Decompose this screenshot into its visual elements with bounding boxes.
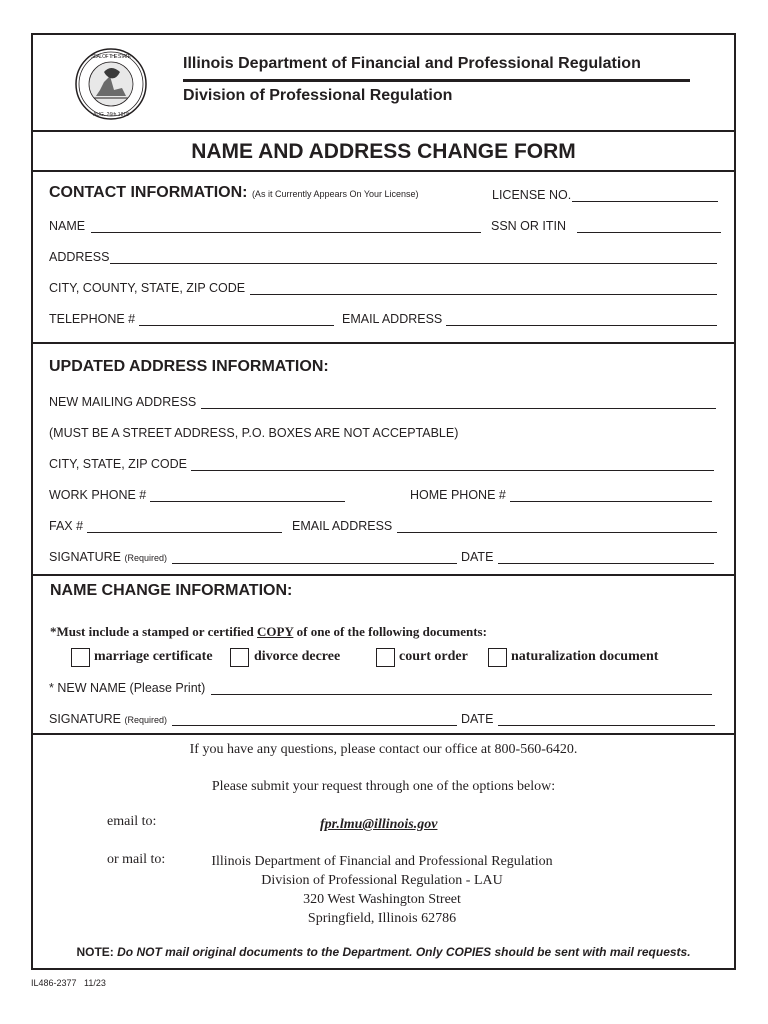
name-date-label: DATE bbox=[461, 712, 494, 726]
marriage-checkbox[interactable] bbox=[71, 648, 90, 667]
updated-signature-label bbox=[49, 550, 167, 564]
city-county-field[interactable] bbox=[250, 294, 717, 295]
name-date-field[interactable] bbox=[498, 725, 715, 726]
fax-label: FAX # bbox=[49, 519, 84, 533]
svg-text:AUG. 26th 1818: AUG. 26th 1818 bbox=[93, 112, 129, 118]
divorce-label: divorce decree bbox=[254, 649, 341, 664]
license-field[interactable] bbox=[572, 201, 718, 202]
name-change-instruction bbox=[50, 624, 487, 640]
updated-signature-field[interactable] bbox=[172, 563, 457, 564]
telephone-label: TELEPHONE # bbox=[49, 312, 136, 326]
updated-date-field[interactable] bbox=[498, 563, 714, 564]
naturalization-checkbox[interactable] bbox=[488, 648, 507, 667]
required-note: (Required) bbox=[124, 715, 168, 725]
submit-text: Please submit your request through one of the options below: bbox=[211, 779, 556, 794]
name-signature-label bbox=[49, 712, 167, 726]
contact-heading bbox=[49, 184, 419, 202]
name-change-heading: NAME CHANGE INFORMATION: bbox=[50, 582, 293, 599]
note-text: Do NOT mail original documents to the Department. Only COPIES should be sent with mail requests. bbox=[117, 945, 691, 959]
court-order-label: court order bbox=[399, 649, 468, 664]
department-title: Illinois Department of Financial and Professional Regulation bbox=[183, 55, 641, 72]
signature-text: SIGNATURE bbox=[49, 712, 121, 726]
svg-text:SEAL OF THE STATE: SEAL OF THE STATE bbox=[91, 54, 131, 60]
mailing-note: (MUST BE A STREET ADDRESS, P.O. BOXES ARE NOT ACCEPTABLE) bbox=[49, 426, 459, 440]
address-line: Illinois Department of Financial and Professional Regulation bbox=[211, 854, 553, 869]
instruction-pre: *Must include a stamped or certified bbox=[50, 624, 258, 639]
name-label: NAME bbox=[49, 219, 86, 233]
form-title: NAME AND ADDRESS CHANGE FORM bbox=[191, 140, 576, 163]
address-line: 320 West Washington Street bbox=[303, 892, 461, 907]
name-signature-field[interactable] bbox=[172, 725, 457, 726]
division-title: Division of Professional Regulation bbox=[183, 87, 453, 104]
updated-city-field[interactable] bbox=[191, 470, 714, 471]
mail-to-label: or mail to: bbox=[107, 852, 166, 867]
updated-email-label: EMAIL ADDRESS bbox=[292, 519, 393, 533]
instruction-post: of one of the following documents: bbox=[293, 624, 487, 639]
mailing-label: NEW MAILING ADDRESS bbox=[49, 395, 197, 409]
court-order-checkbox[interactable] bbox=[376, 648, 395, 667]
telephone-field[interactable] bbox=[139, 325, 334, 326]
naturalization-label: naturalization document bbox=[511, 649, 659, 664]
marriage-label: marriage certificate bbox=[94, 649, 213, 664]
work-phone-label: WORK PHONE # bbox=[49, 488, 147, 502]
home-phone-field[interactable] bbox=[510, 501, 712, 502]
name-field[interactable] bbox=[91, 232, 481, 233]
email-label: EMAIL ADDRESS bbox=[342, 312, 443, 326]
address-line: Division of Professional Regulation - LAU bbox=[261, 873, 503, 888]
divider bbox=[31, 733, 736, 735]
license-label: LICENSE NO. bbox=[492, 188, 572, 202]
signature-text: SIGNATURE bbox=[49, 550, 121, 564]
divider bbox=[31, 574, 736, 576]
address-field[interactable] bbox=[110, 263, 717, 264]
updated-email-field[interactable] bbox=[397, 532, 717, 533]
updated-city-label: CITY, STATE, ZIP CODE bbox=[49, 457, 187, 471]
home-phone-label: HOME PHONE # bbox=[410, 488, 506, 502]
city-county-label: CITY, COUNTY, STATE, ZIP CODE bbox=[49, 281, 246, 295]
contact-heading-text: CONTACT INFORMATION: bbox=[49, 184, 248, 201]
address-line: Springfield, Illinois 62786 bbox=[307, 911, 457, 926]
email-to-label: email to: bbox=[107, 814, 157, 829]
fax-field[interactable] bbox=[87, 532, 282, 533]
new-name-label: * NEW NAME (Please Print) bbox=[49, 681, 206, 695]
state-seal bbox=[74, 46, 148, 122]
mailing-field[interactable] bbox=[201, 408, 716, 409]
divorce-checkbox[interactable] bbox=[230, 648, 249, 667]
questions-text: If you have any questions, please contact our office at 800-560-6420. bbox=[189, 742, 578, 757]
divider bbox=[31, 170, 736, 172]
updated-heading: UPDATED ADDRESS INFORMATION: bbox=[49, 358, 329, 375]
note-label: NOTE: bbox=[76, 945, 114, 959]
ssn-label: SSN OR ITIN bbox=[491, 219, 567, 233]
updated-date-label: DATE bbox=[461, 550, 494, 564]
mailing-address bbox=[195, 852, 569, 928]
divider bbox=[31, 130, 736, 132]
email-field[interactable] bbox=[446, 325, 717, 326]
ssn-field[interactable] bbox=[577, 232, 721, 233]
header-rule bbox=[183, 79, 690, 82]
submission-email-link[interactable]: fpr.lmu@illinois.gov bbox=[320, 817, 438, 832]
divider bbox=[31, 342, 736, 344]
required-note: (Required) bbox=[124, 553, 168, 563]
instruction-copy: COPY bbox=[257, 624, 294, 639]
form-number: IL486-2377 11/23 bbox=[31, 978, 106, 988]
new-name-field[interactable] bbox=[211, 694, 712, 695]
mail-note bbox=[33, 945, 734, 959]
contact-note: (As it Currently Appears On Your License) bbox=[251, 189, 419, 199]
address-label: ADDRESS bbox=[49, 250, 110, 264]
work-phone-field[interactable] bbox=[150, 501, 345, 502]
